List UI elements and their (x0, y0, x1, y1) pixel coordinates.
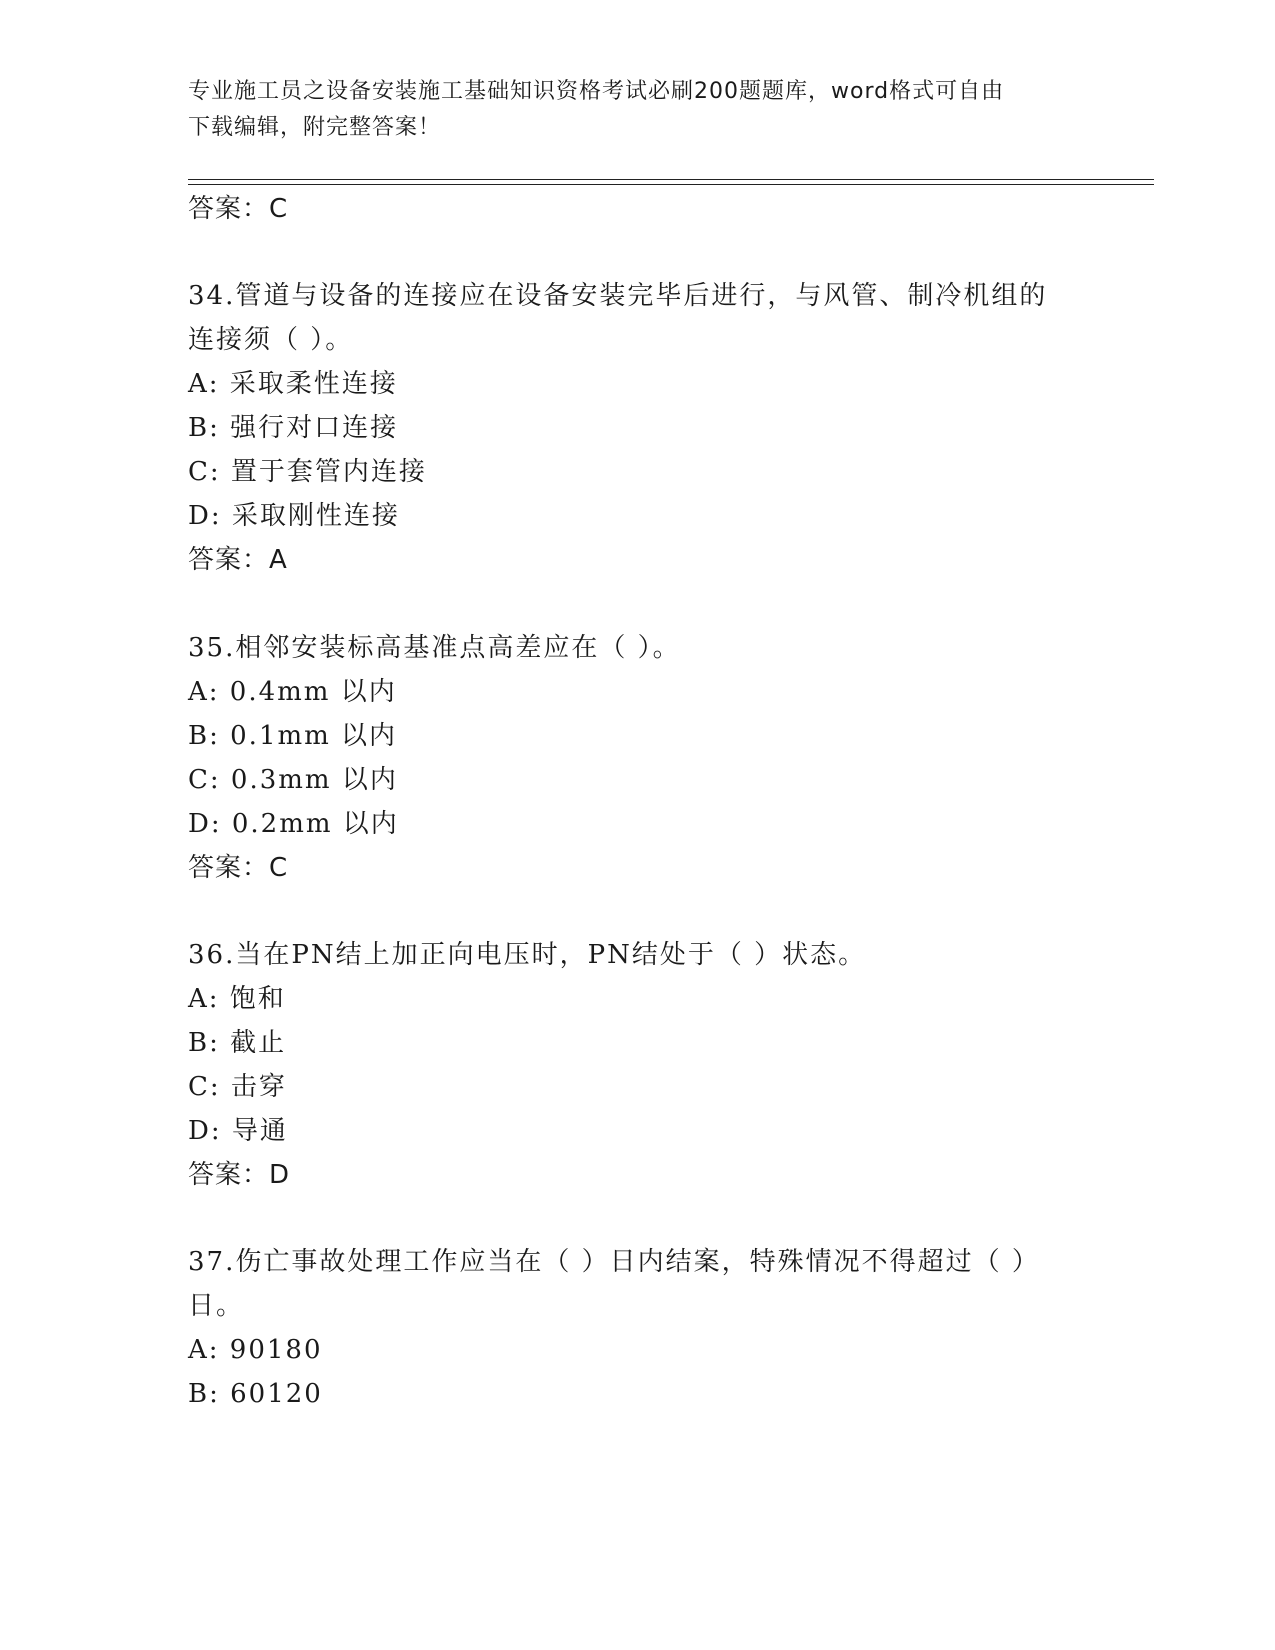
question-34-stem-line-1: 34.管道与设备的连接应在设备安装完毕后进行，与风管、制冷机组的 (188, 281, 1048, 311)
question-35-option-c: C: 0.3mm 以内 (188, 765, 398, 795)
question-36-option-c: C: 击穿 (188, 1072, 287, 1102)
question-35-answer: 答案：C (188, 853, 289, 883)
question-35-stem-line-1: 35.相邻安装标高基准点高差应在（ ）。 (188, 633, 681, 663)
question-36-option-d: D: 导通 (188, 1116, 288, 1146)
question-35-option-b: B: 0.1mm 以内 (188, 721, 398, 751)
question-34-option-a: A: 采取柔性连接 (188, 369, 398, 399)
previous-answer: 答案：C (188, 194, 289, 224)
question-37-stem-line-2: 日。 (188, 1291, 245, 1321)
question-34-option-b: B: 强行对口连接 (188, 413, 399, 443)
question-35-option-a: A: 0.4mm 以内 (188, 677, 397, 707)
question-34-option-d: D: 采取刚性连接 (188, 501, 400, 531)
question-37-stem-line-1: 37.伤亡事故处理工作应当在（ ）日内结案，特殊情况不得超过（ ） (188, 1247, 1040, 1277)
question-37-option-a: A: 90180 (188, 1335, 323, 1365)
question-37-option-b: B: 60120 (188, 1379, 323, 1409)
question-34-answer: 答案：A (188, 545, 288, 575)
question-36-option-b: B: 截止 (188, 1028, 287, 1058)
header-rule-bottom (188, 184, 1154, 185)
question-36-stem-line-1: 36.当在PN结上加正向电压时，PN结处于（ ）状态。 (188, 940, 867, 970)
document-header (188, 74, 1068, 146)
header-rule-top (188, 179, 1154, 180)
question-36-answer: 答案：D (188, 1160, 291, 1190)
header-line-2: 下载编辑，附完整答案！ (188, 115, 442, 140)
question-34-stem-line-2: 连接须（ ）。 (188, 325, 354, 355)
question-35-option-d: D: 0.2mm 以内 (188, 809, 399, 839)
header-line-1: 专业施工员之设备安装施工基础知识资格考试必刷200题题库，word格式可自由 (188, 79, 1005, 104)
question-36-option-a: A: 饱和 (188, 984, 286, 1014)
question-34-option-c: C: 置于套管内连接 (188, 457, 427, 487)
